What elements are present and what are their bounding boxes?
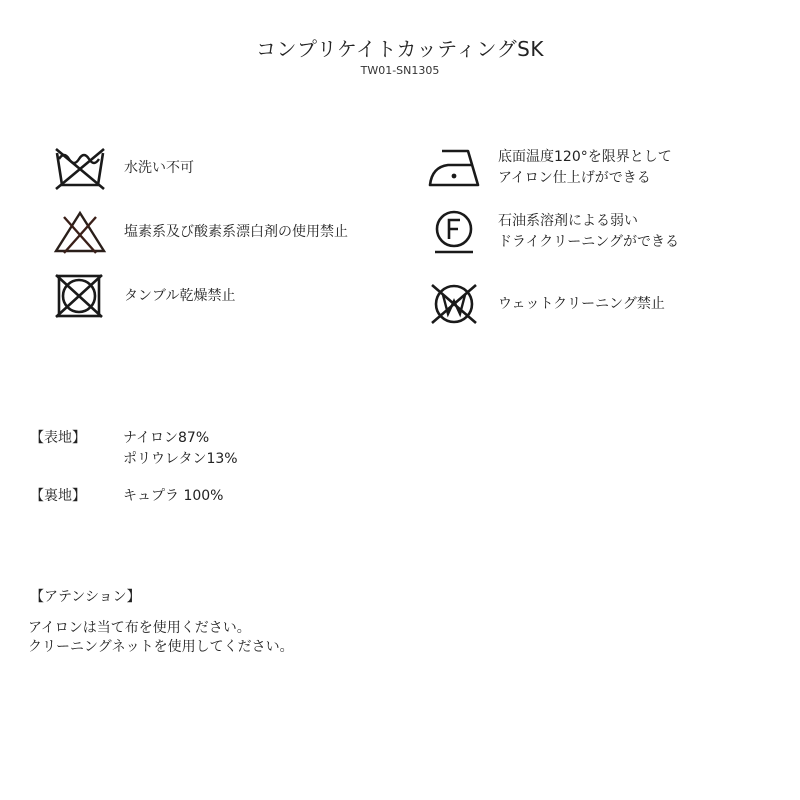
iron-low-icon (424, 143, 484, 193)
care-label: 石油系溶剤による弱い ドライクリーニングができる (498, 213, 680, 250)
attention-notes (28, 619, 294, 657)
material-lining-label: 【裏地】 (30, 488, 86, 504)
care-label: ウェットクリーニング禁止 (498, 295, 665, 312)
care-item-no-wet-clean (424, 279, 665, 329)
care-label: 水洗い不可 (124, 159, 194, 176)
care-item-no-wash (50, 143, 194, 193)
care-item-dry-clean (424, 207, 679, 257)
no-tumble-dry-icon (50, 271, 110, 321)
care-label: 塩素系及び酸素系漂白剤の使用禁止 (124, 223, 348, 240)
care-label: タンブル乾燥禁止 (124, 287, 236, 304)
care-item-no-tumble-dry (50, 271, 235, 321)
attention-line: アイロンは当て布を使用ください。 (28, 620, 251, 636)
product-name: コンプリケイトカッティングSK (256, 37, 544, 61)
product-code: TW01-SN1305 (360, 64, 440, 77)
no-wash-icon (50, 143, 110, 193)
no-bleach-icon (50, 207, 110, 257)
material-outer-label: 【表地】 (30, 430, 86, 446)
attention-line: クリーニングネットを使用してください。 (28, 639, 294, 655)
material-outer-values: ナイロン87% ポリウレタン13% (123, 430, 238, 467)
attention-title: 【アテンション】 (30, 589, 141, 605)
no-wet-clean-icon (424, 279, 484, 329)
care-label: 底面温度120°を限界として アイロン仕上げができる (498, 149, 672, 186)
material-lining-values: キュプラ 100% (123, 488, 224, 504)
dry-clean-f-icon (424, 207, 484, 257)
care-item-iron-low (424, 143, 672, 193)
care-item-no-bleach (50, 207, 348, 257)
